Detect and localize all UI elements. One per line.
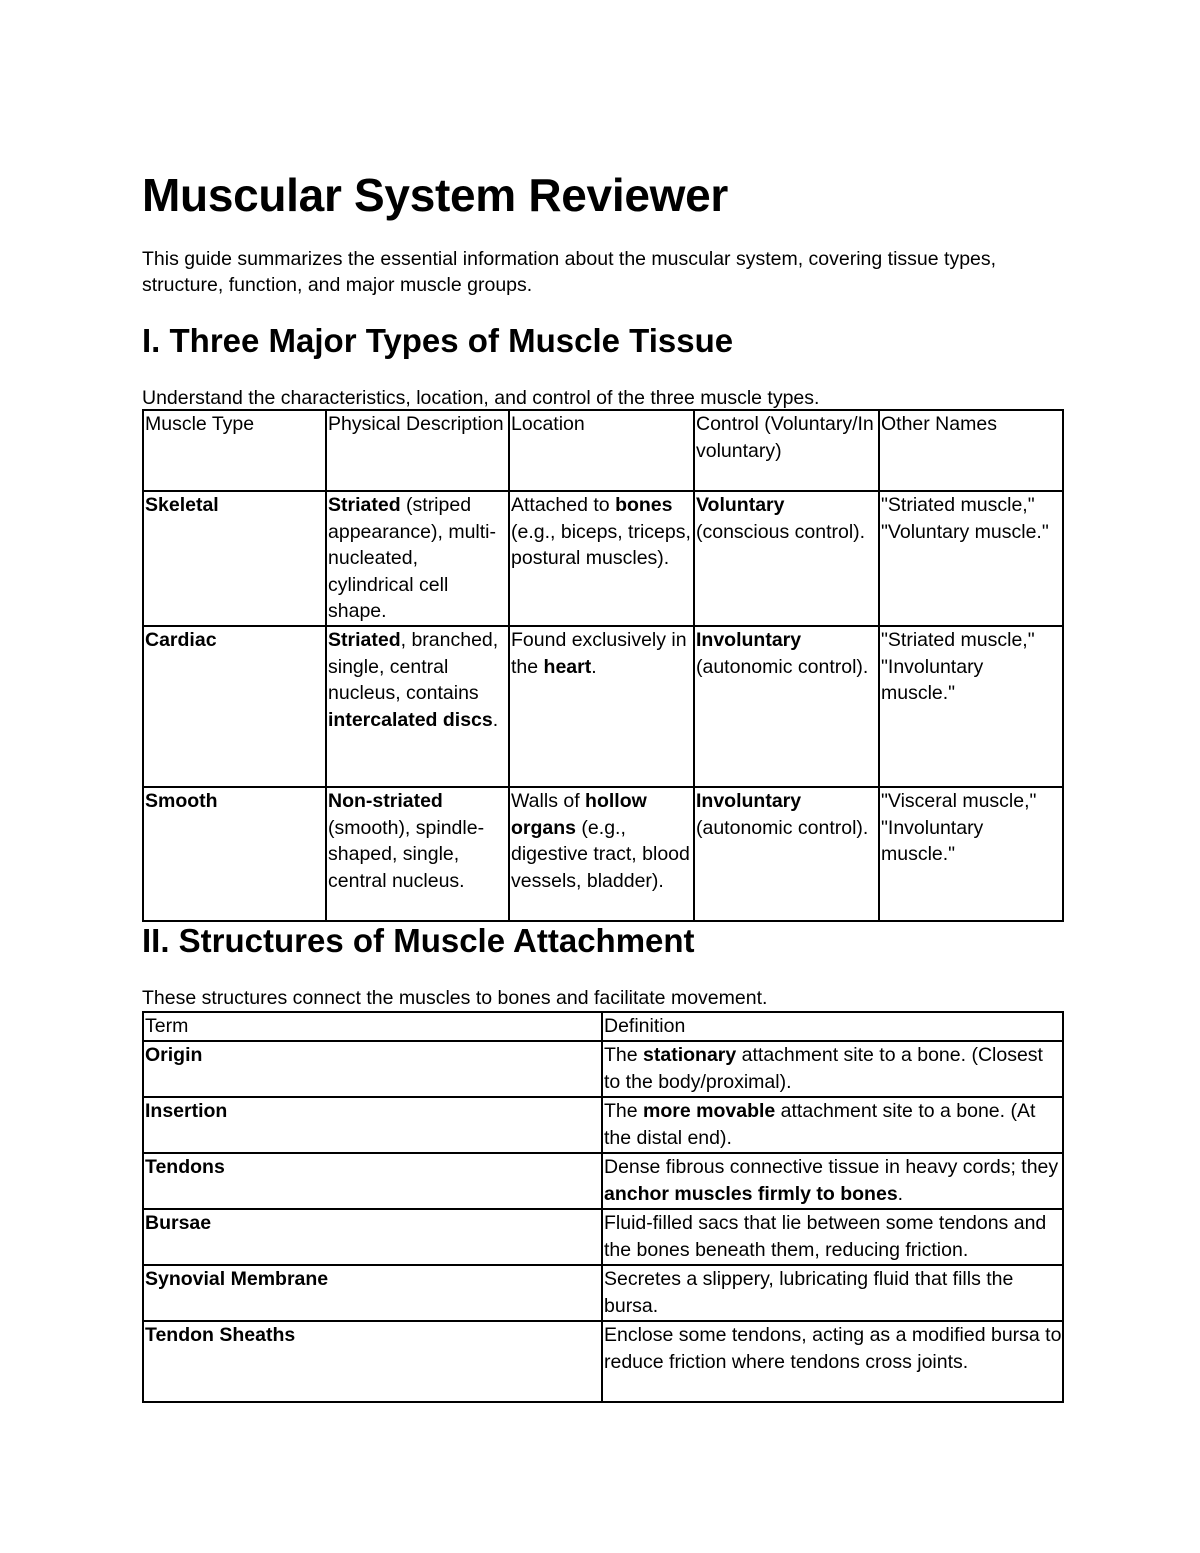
other-names-cell: "Striated muscle," "Voluntary muscle." (879, 491, 1063, 626)
term-cell: Synovial Membrane (143, 1265, 602, 1321)
muscle-type-cell: Skeletal (143, 491, 326, 626)
definition-cell: Dense fibrous connective tissue in heavy cords; they anchor muscles firmly to bones. (602, 1153, 1063, 1209)
table-row (143, 1097, 1063, 1153)
section2-heading: II. Structures of Muscle Attachment (142, 922, 695, 959)
definition-cell: Secretes a slippery, lubricating fluid that fills the bursa. (602, 1265, 1063, 1321)
table-row (143, 626, 1063, 787)
section1-heading: I. Three Major Types of Muscle Tissue (142, 322, 734, 359)
description-cell: Striated (striped appearance), multi-nucleated, cylindrical cell shape. (326, 491, 509, 626)
table-row (143, 1265, 1063, 1321)
section2-lead: These structures connect the muscles to bones and facilitate movement. (142, 987, 768, 1009)
table-row (143, 1153, 1063, 1209)
muscle-types-table (142, 409, 1064, 922)
table-row (143, 787, 1063, 921)
term-cell: Tendons (143, 1153, 602, 1209)
definition-cell: Fluid-filled sacs that lie between some tendons and the bones beneath them, reducing friction. (602, 1209, 1063, 1265)
location-cell: Walls of hollow organs (e.g., digestive tract, blood vessels, bladder). (509, 787, 694, 921)
definition-cell: The more movable attachment site to a bone. (At the distal end). (602, 1097, 1063, 1153)
section1-lead: Understand the characteristics, location, and control of the three muscle types. (142, 387, 820, 409)
control-cell: Involuntary (autonomic control). (694, 787, 879, 921)
header-cell: Other Names (879, 410, 1063, 491)
header-cell: Location (509, 410, 694, 491)
definition-cell: The stationary attachment site to a bone. (Closest to the body/proximal). (602, 1041, 1063, 1097)
table-header-row (143, 1012, 1063, 1041)
term-cell: Bursae (143, 1209, 602, 1265)
other-names-cell: "Striated muscle," "Involuntary muscle." (879, 626, 1063, 787)
header-cell: Physical Description (326, 410, 509, 491)
definition-cell: Enclose some tendons, acting as a modified bursa to reduce friction where tendons cross joints. (602, 1321, 1063, 1402)
location-cell: Found exclusively in the heart. (509, 626, 694, 787)
description-cell: Striated, branched, single, central nucleus, contains intercalated discs. (326, 626, 509, 787)
table-row (143, 1321, 1063, 1402)
control-cell: Voluntary (conscious control). (694, 491, 879, 626)
attachment-structures-table (142, 1011, 1064, 1403)
header-cell: Muscle Type (143, 410, 326, 491)
table-row (143, 491, 1063, 626)
header-cell: Control (Voluntary/Involuntary) (694, 410, 879, 491)
table-row (143, 1209, 1063, 1265)
control-cell: Involuntary (autonomic control). (694, 626, 879, 787)
intro-paragraph: This guide summarizes the essential information about the muscular system, covering tissue types, structure, function, and major muscle groups. (142, 248, 997, 296)
table-row (143, 1041, 1063, 1097)
page-title: Muscular System Reviewer (142, 169, 728, 221)
description-cell: Non-striated (smooth), spindle-shaped, single, central nucleus. (326, 787, 509, 921)
other-names-cell: "Visceral muscle," "Involuntary muscle." (879, 787, 1063, 921)
muscle-type-cell: Cardiac (143, 626, 326, 787)
term-cell: Tendon Sheaths (143, 1321, 602, 1402)
term-cell: Origin (143, 1041, 602, 1097)
term-cell: Insertion (143, 1097, 602, 1153)
muscle-type-cell: Smooth (143, 787, 326, 921)
table-header-row (143, 410, 1063, 491)
header-cell: Term (143, 1012, 602, 1041)
location-cell: Attached to bones (e.g., biceps, triceps, postural muscles). (509, 491, 694, 626)
header-cell: Definition (602, 1012, 1063, 1041)
